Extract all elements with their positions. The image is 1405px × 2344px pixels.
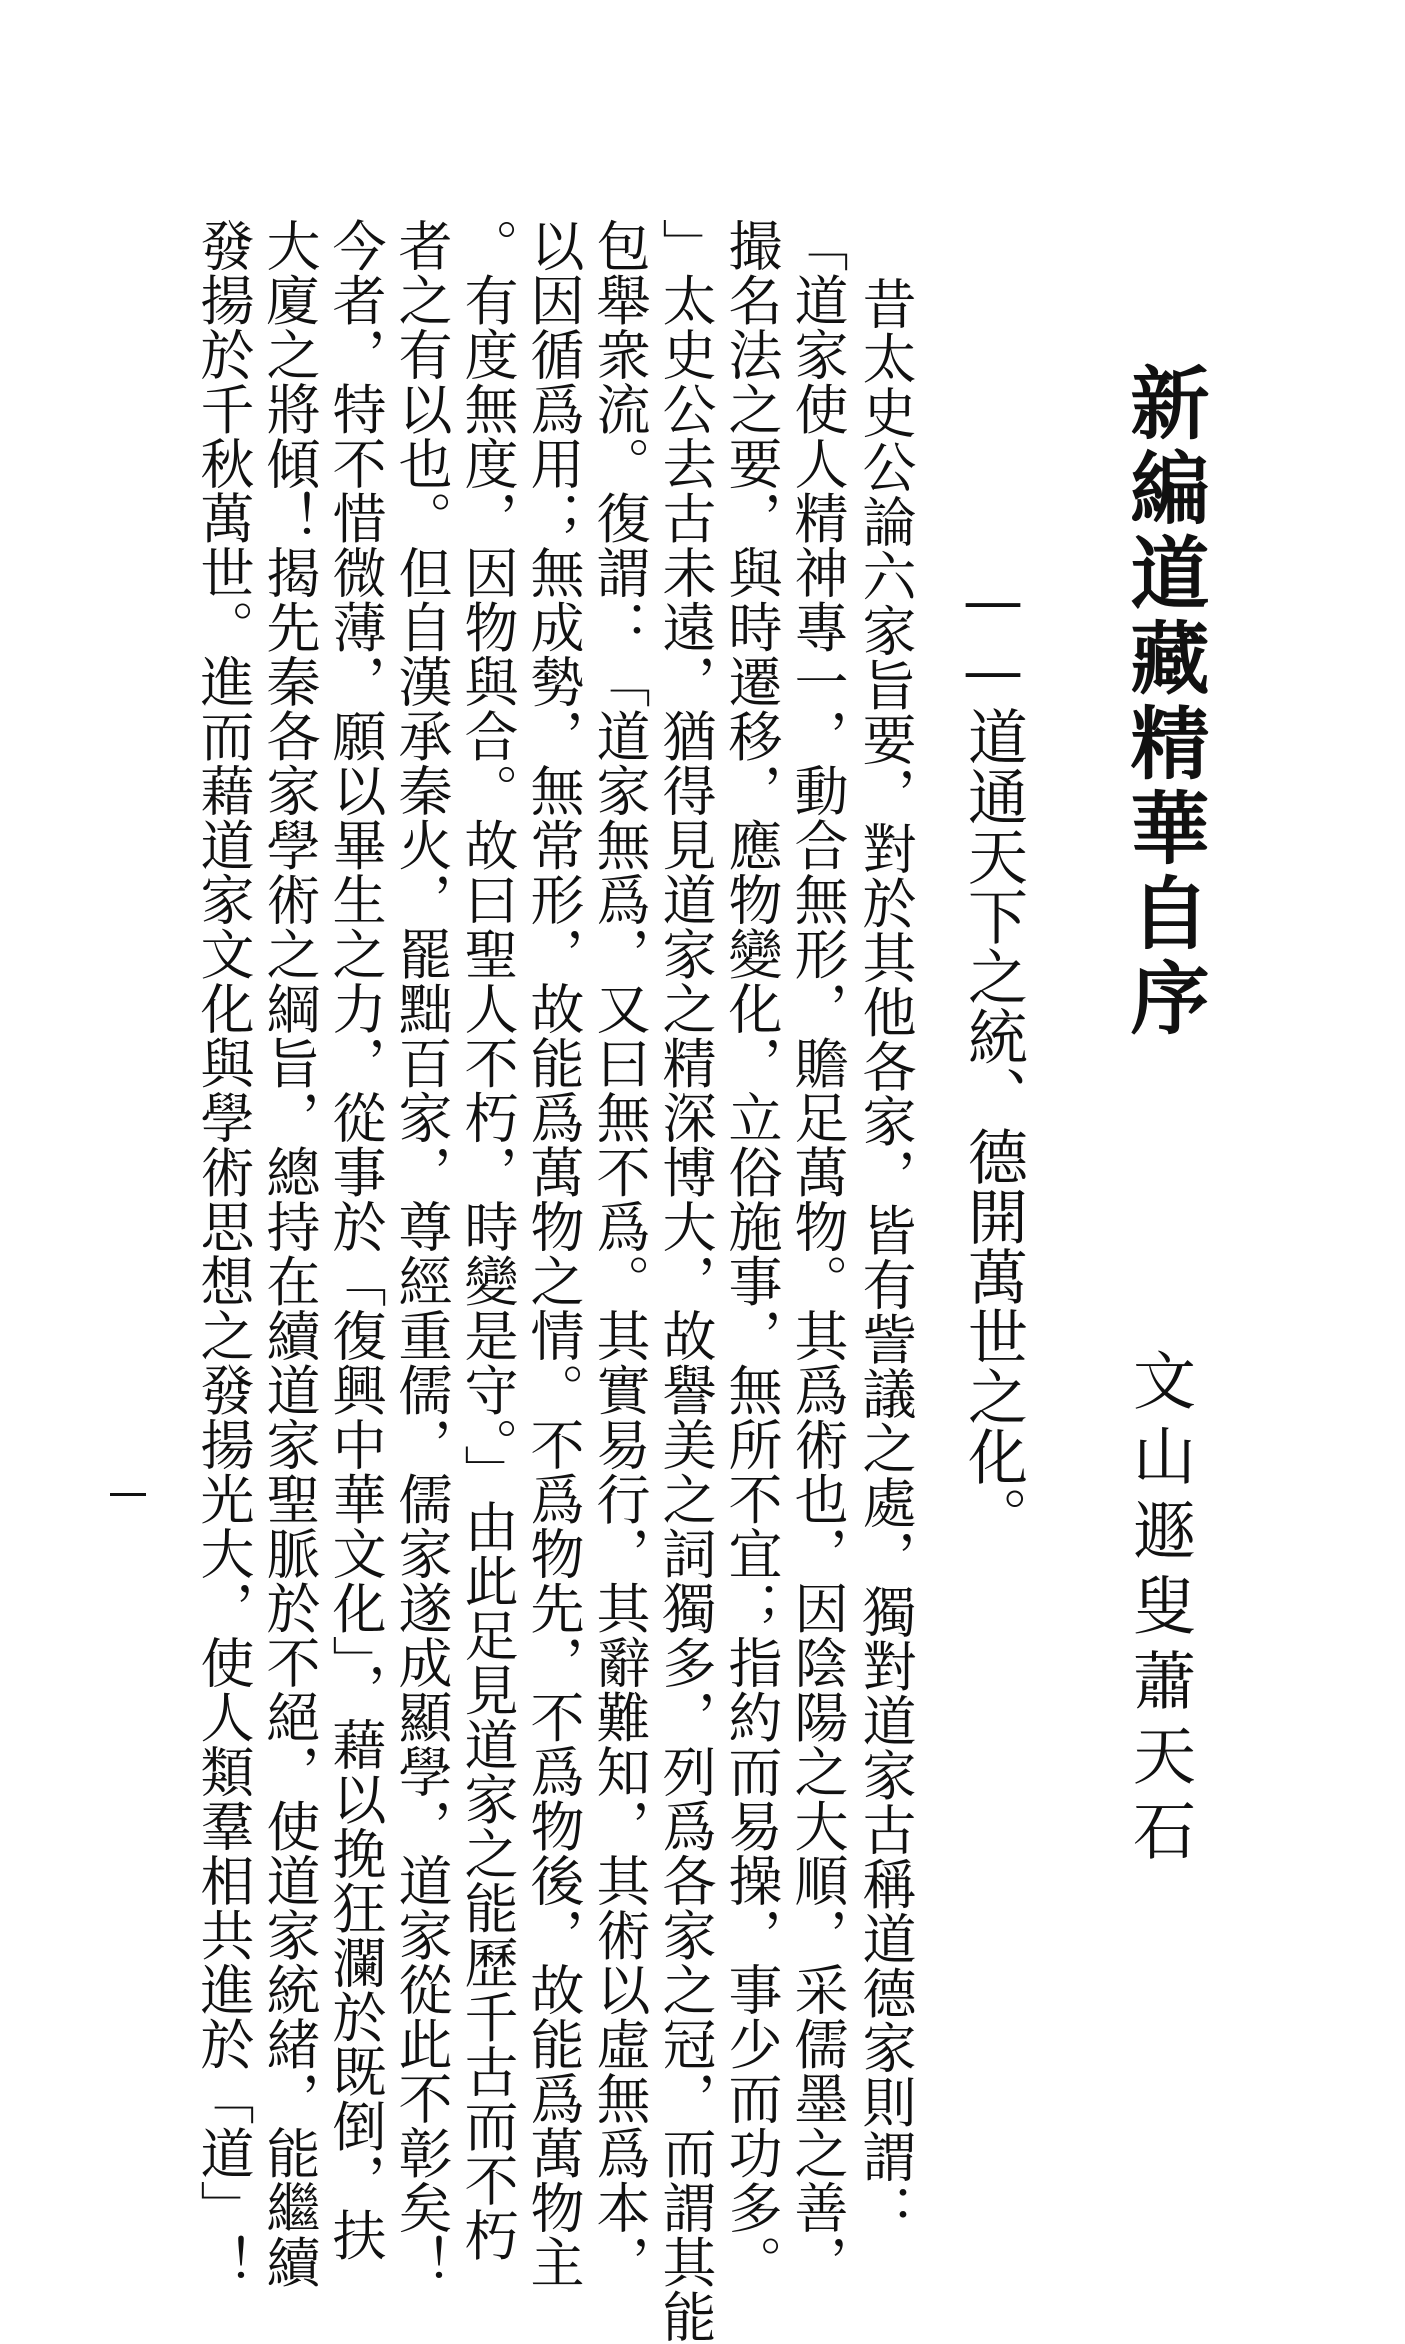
body-line-10: 大廈之將傾！揭先秦各家學術之綱旨，總持在續道家聖脈於不絕，使道家統緒，能繼續 [258,218,321,2289]
page-title: 新編道藏精華自序 [1117,362,1210,1042]
body-line-5: 包舉衆流。復謂：「道家無爲，又曰無不爲。其實易行，其辭難知，其術以虛無爲本， [588,218,651,2289]
body-line-1: 昔太史公論六家旨要，對於其他各家，皆有訾議之處，獨對道家古稱道德家則謂： [854,276,917,2238]
body-line-9: 今者，特不惜微薄，願以畢生之力，從事於「復興中華文化」，藉以挽狂瀾於既倒，扶 [324,218,387,2262]
body-line-7: 。有度無度，因物與合。故曰聖人不朽，時變是守。」由此足見道家之能歷千古而不朽 [456,218,519,2262]
body-line-8: 者之有以也。但自漢承秦火，罷黜百家，尊經重儒，儒家遂成顯學，道家從此不彰矣！ [390,218,453,2289]
page-number [110,1493,146,1496]
body-line-2: 「道家使人精神專一，動合無形，贍足萬物。其爲術也，因陰陽之大順，采儒墨之善， [786,218,849,2289]
page-subtitle: ——道通天下之統、德開萬世之化。 [958,566,1028,1546]
author-signature: 文山遯叟蕭天石 [1123,1348,1196,1873]
body-line-4: 」太史公去古未遠，猶得見道家之精深博大，故譽美之詞獨多，列爲各家之冠，而謂其能 [654,218,717,2344]
body-line-6: 以因循爲用；無成勢，無常形，故能爲萬物之情。不爲物先，不爲物後，故能爲萬物主 [522,218,585,2289]
body-line-11: 發揚於千秋萬世。進而藉道家文化與學術思想之發揚光大，使人類羣相共進於「道」！ [192,218,255,2289]
body-line-3: 撮名法之要，與時遷移，應物變化，立俗施事，無所不宜；指約而易操，事少而功多。 [720,218,783,2289]
